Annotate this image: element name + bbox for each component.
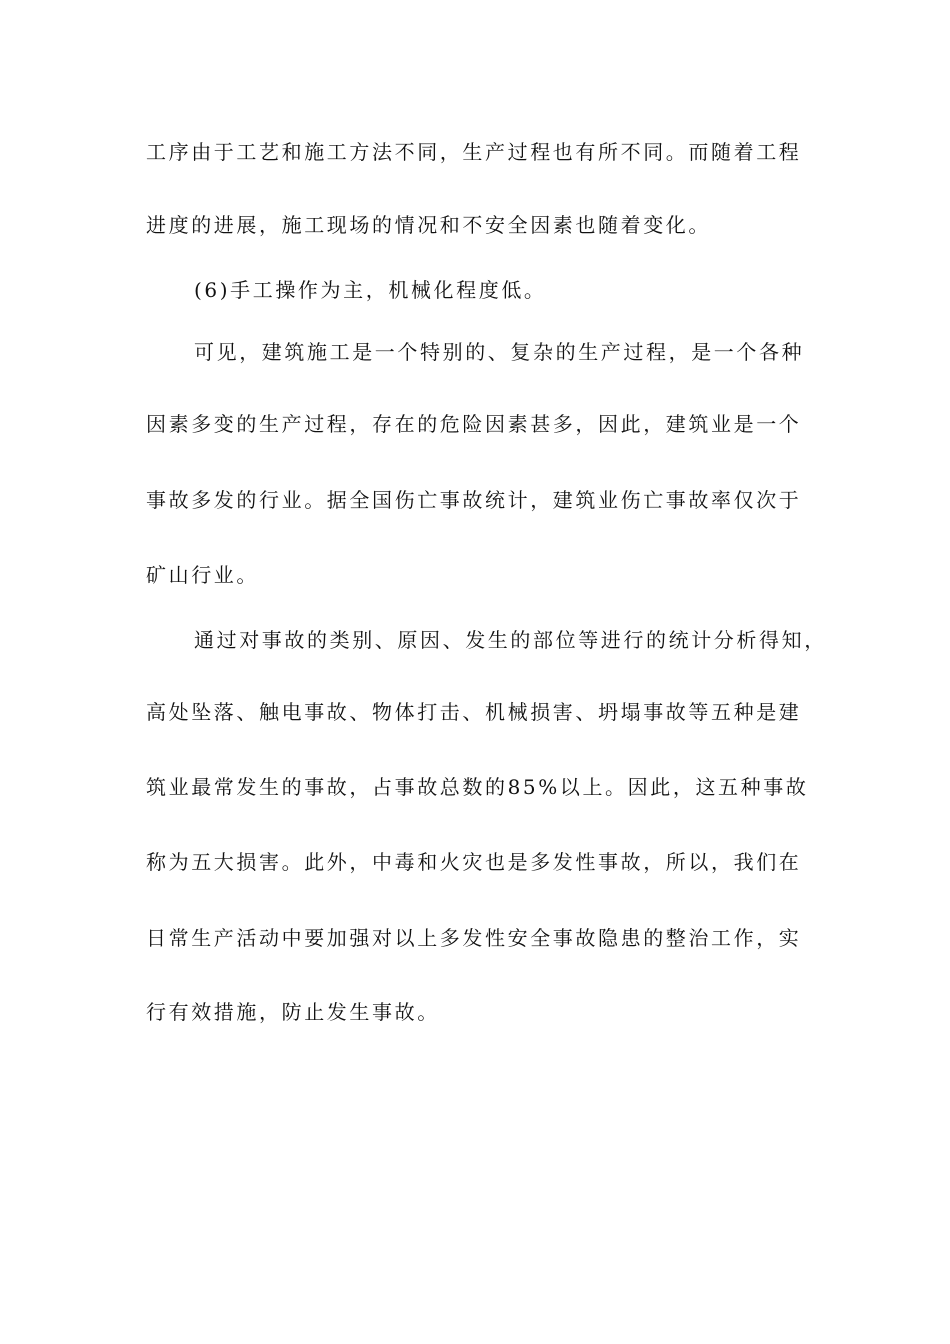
text-line-3: (6)手工操作为主，机械化程度低。	[194, 278, 547, 302]
text-line-10: 筑业最常发生的事故，占事故总数的85%以上。因此，这五种事故	[146, 775, 809, 799]
text-line-8: 通过对事故的类别、原因、发生的部位等进行的统计分析得知，	[194, 628, 827, 652]
text-line-4: 可见，建筑施工是一个特别的、复杂的生产过程，是一个各种	[194, 340, 805, 364]
text-line-12: 日常生产活动中要加强对以上多发性安全事故隐患的整治工作，实	[146, 926, 802, 950]
text-line-2: 进度的进展，施工现场的情况和不安全因素也随着变化。	[146, 213, 711, 237]
text-line-5: 因素多变的生产过程，存在的危险因素甚多，因此，建筑业是一个	[146, 412, 802, 436]
text-line-11: 称为五大损害。此外，中毒和火灾也是多发性事故，所以，我们在	[146, 850, 802, 874]
text-line-13: 行有效措施，防止发生事故。	[146, 1000, 440, 1024]
text-line-6: 事故多发的行业。据全国伤亡事故统计，建筑业伤亡事故率仅次于	[146, 488, 802, 512]
text-line-9: 高处坠落、触电事故、物体打击、机械损害、坍塌事故等五种是建	[146, 700, 802, 724]
text-line-7: 矿山行业。	[146, 563, 259, 587]
text-line-1: 工序由于工艺和施工方法不同，生产过程也有所不同。而随着工程	[146, 140, 802, 164]
